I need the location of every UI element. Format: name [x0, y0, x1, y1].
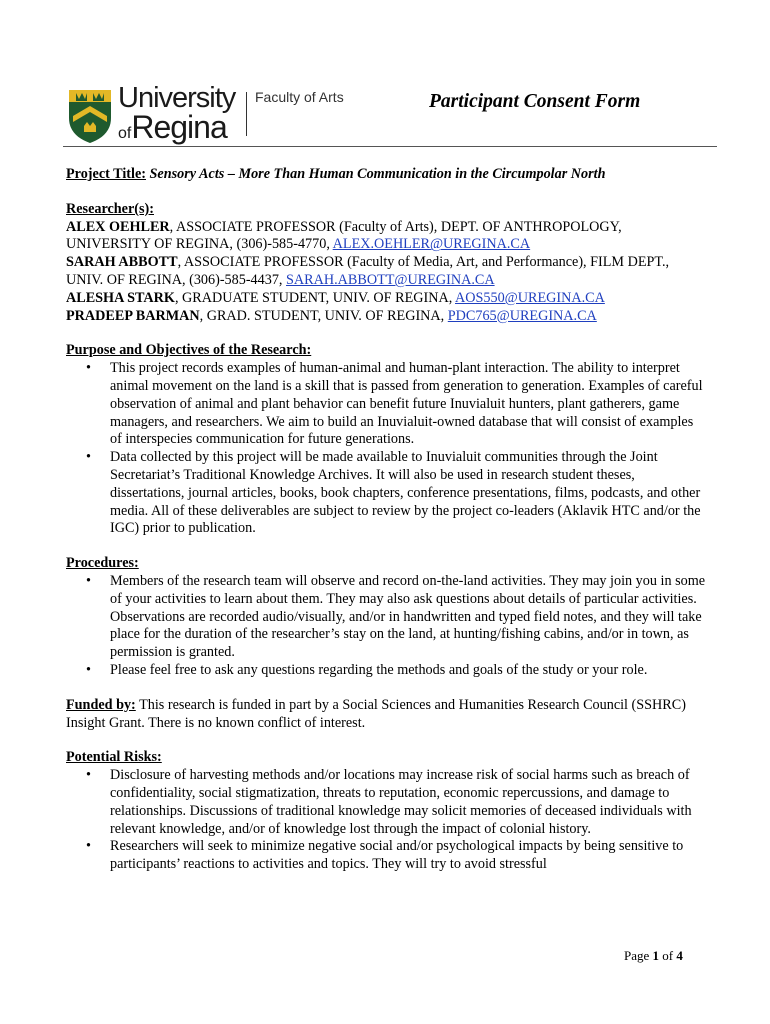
- purpose-heading: Purpose and Objectives of the Research:: [66, 342, 312, 359]
- list-item: • Data collected by this project will be made available to Inuvialuit communities through the Joint Secretariat’s Traditional Knowledge Archives. It will also be used in research student theses, dissertations, journal articles, books, book chapters, conference presentations, films, podcasts, and other media. All of these deliverables are subject to review by the project co-leaders (Aklavik HTC and/or the IGC) prior to publication.: [86, 449, 701, 537]
- researcher-name: PRADEEP BARMAN: [66, 307, 200, 324]
- list-item: • Disclosure of harvesting methods and/or locations may increase risk of social harms such as breach of confidentiality, social stigmatization, threats to reputation, economic repercussions, and damage to relationships. Discussions of traditional knowledge may solicit memories of deceased individuals with relevant knowledge, and/or of knowledge lost through the impact of colonial history.: [86, 767, 692, 837]
- project-title-text: Sensory Acts – More Than Human Communication in the Circumpolar North: [149, 166, 606, 182]
- risks-list: [66, 767, 706, 874]
- researcher-email-link[interactable]: ALEX.OEHLER@UREGINA.CA: [332, 236, 531, 253]
- project-title-label: Project Title:: [66, 166, 146, 182]
- risks-heading: Potential Risks:: [66, 749, 162, 766]
- header-divider: [63, 146, 717, 147]
- logo-university-text: University: [118, 82, 236, 114]
- list-item: • Researchers will seek to minimize negative social and/or psychological impacts by being sensitive to participants’ reactions to activities and topics. They will try to avoid stressful: [86, 838, 684, 873]
- researcher-email-link[interactable]: PDC765@UREGINA.CA: [447, 307, 597, 324]
- researcher-name: ALEX OEHLER: [66, 218, 170, 235]
- list-item: • This project records examples of human-animal and human-plant interaction. The ability to interpret animal movement on the land is a skill that is passed from generation to generation. Examples of careful observation of animal and plant behavior can benefit future Inuvialuit hunters, plant gatherers, game managers, and researchers. We aim to build an Inuvialuit-owned database that will consist of examples of interspecies communication for future generations.: [86, 360, 703, 448]
- bullet-icon: •: [86, 572, 91, 589]
- researcher-entry: [66, 308, 706, 326]
- logo-regina-text: Regina: [131, 109, 227, 145]
- list-item: • Members of the research team will observe and record on-the-land activities. They may join you in some of your activities to learn about them. They may also ask questions about details of particular activities. Observations are recorded audio/visually, and/or in handwritten and typed field notes, and they will take place for the duration of the researcher’s stay on the land, at hunting/fishing cabins, and/or in town, as permission is granted.: [86, 572, 706, 661]
- purpose-list: [66, 360, 706, 538]
- researcher-details: , GRADUATE STUDENT, UNIV. OF REGINA,: [174, 289, 456, 306]
- bullet-icon: •: [86, 449, 91, 466]
- procedures-heading: Procedures:: [66, 555, 139, 572]
- researcher-entry: [66, 219, 706, 255]
- researcher-entry: [66, 254, 706, 290]
- form-title: Participant Consent Form: [429, 91, 641, 112]
- page-header: [0, 0, 770, 150]
- researcher-name: SARAH ABBOTT: [66, 254, 178, 271]
- funding-paragraph: [66, 697, 706, 733]
- researcher-entry: [66, 290, 706, 308]
- project-title-line: [66, 166, 706, 184]
- researcher-details: , ASSOCIATE PROFESSOR (Faculty of Arts), DEPT. OF ANTHROPOLOGY, UNIVERSITY OF REGINA, (306)-585-4770,: [66, 218, 622, 253]
- total-pages: 4: [676, 948, 683, 963]
- logo-divider: [246, 92, 247, 136]
- bullet-icon: •: [86, 360, 91, 377]
- bullet-icon: •: [86, 838, 91, 855]
- researcher-name: ALESHA STARK: [66, 289, 175, 306]
- bullet-icon: •: [86, 767, 91, 784]
- researchers-heading: Researcher(s):: [66, 200, 154, 217]
- university-crest-icon: [67, 88, 113, 144]
- researcher-email-link[interactable]: SARAH.ABBOTT@UREGINA.CA: [286, 271, 495, 288]
- funding-label: Funded by:: [66, 696, 136, 713]
- procedures-list: [66, 573, 706, 680]
- researcher-email-link[interactable]: AOS550@UREGINA.CA: [455, 289, 605, 306]
- logo-of-text: of: [118, 125, 132, 142]
- faculty-label: Faculty of Arts: [255, 89, 344, 105]
- researcher-details: , GRAD. STUDENT, UNIV. OF REGINA,: [199, 307, 448, 324]
- document-body: [66, 166, 706, 874]
- researcher-details: , ASSOCIATE PROFESSOR (Faculty of Media, Art, and Performance), FILM DEPT., UNIV. OF REGINA, (306)-585-4437,: [66, 254, 670, 288]
- page-number: Page 1 of 4: [624, 948, 683, 963]
- current-page: 1: [652, 948, 660, 963]
- funding-text: This research is funded in part by a Social Sciences and Humanities Research Council (SSHRC) Insight Grant. There is no known conflict of interest.: [66, 696, 686, 731]
- university-logo-wordmark: [118, 84, 235, 150]
- bullet-icon: •: [86, 661, 91, 678]
- list-item: • Please feel free to ask any questions regarding the methods and goals of the study or your role.: [86, 661, 648, 678]
